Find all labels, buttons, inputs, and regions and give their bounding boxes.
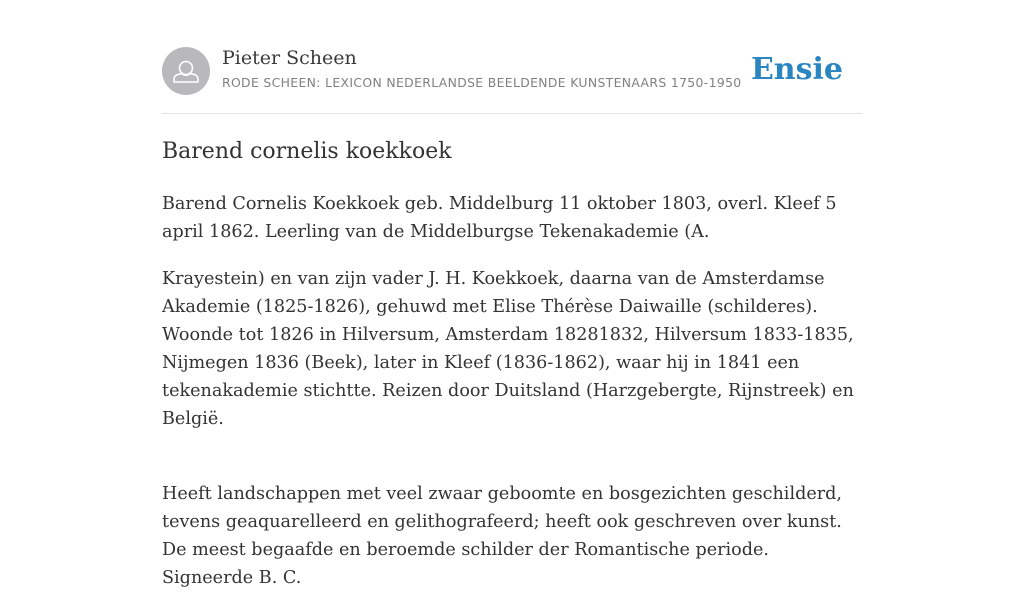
article-title: Barend cornelis koekkoek: [162, 139, 452, 164]
author-name[interactable]: Pieter Scheen: [222, 47, 357, 69]
article-paragraph: Krayestein) en van zijn vader J. H. Koekkoek, daarna van de Amsterdamse Akademie (1825-1826), gehuwd met Elise Thérèse Daiwaille (schilderes). Woonde tot 1826 in Hilversum, Amsterdam 18281832, Hilversum 1833-1835, Nijmegen 1836 (Beek), later in Kleef (1836-1862), waar hij in 1841 een tekenakademie stichtte. Reizen door Duitsland (Harzgebergte, Rijnstreek) en België.: [162, 269, 854, 429]
article-paragraph: Heeft landschappen met veel zwaar geboomte en bosgezichten geschilderd, tevens geaquarelleerd en gelithografeerd; heeft ook geschreven over kunst. De meest begaafde en beroemde schilder der Romantische periode. Signeerde B. C.: [162, 484, 843, 588]
article-header: [162, 46, 862, 96]
source-title[interactable]: RODE SCHEEN: LEXICON NEDERLANDSE BEELDENDE KUNSTENAARS 1750-1950: [222, 75, 742, 90]
article-paragraph: Barend Cornelis Koekkoek geb. Middelburg 11 oktober 1803, overl. Kleef 5 april 1862. Leerling van de Middelburgse Tekenakademie (A.: [162, 194, 837, 242]
author-avatar[interactable]: [162, 47, 210, 95]
user-icon: [162, 47, 210, 95]
ensie-logo[interactable]: Ensie: [750, 52, 843, 87]
header-divider: [162, 113, 862, 114]
article-body: [162, 190, 864, 611]
